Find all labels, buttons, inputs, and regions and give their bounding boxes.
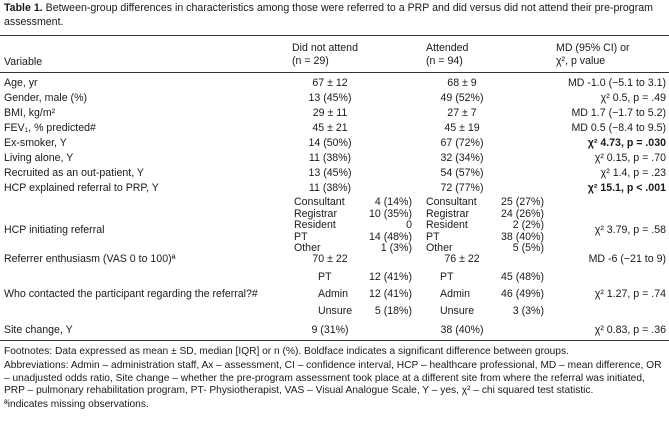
footnote-missing: ªindicates missing observations. bbox=[4, 399, 149, 410]
referrer-attended: 76 ± 22 bbox=[444, 253, 480, 265]
who-label: Unsure bbox=[318, 305, 353, 317]
hcp-did-not-attend: 14 (48%) bbox=[369, 230, 412, 243]
row-attended: 54 (57%) bbox=[440, 167, 484, 179]
row-variable: Living alone, Y bbox=[4, 152, 74, 164]
who-label-attended: Admin bbox=[440, 288, 471, 300]
row-md: χ² 4.73, p = .030 bbox=[587, 137, 666, 149]
row-md: χ² 0.5, p = .49 bbox=[600, 92, 666, 104]
row-did-not-attend: 14 (50%) bbox=[308, 137, 352, 149]
who-did-not-attend: 12 (41%) bbox=[369, 271, 412, 283]
hcp-role-label-attended: PT bbox=[426, 230, 440, 243]
row-md: χ² 15.1, p < .001 bbox=[587, 182, 666, 194]
hcp-attended: 38 (40%) bbox=[501, 230, 544, 243]
hcp-variable: HCP initiating referral bbox=[4, 224, 105, 236]
site-change-did-not: 9 (31%) bbox=[311, 324, 349, 336]
row-md: MD 0.5 (−8.4 to 9.5) bbox=[571, 122, 666, 134]
header-chi-p: χ², p value bbox=[556, 55, 606, 67]
referrer-did-not: 70 ± 22 bbox=[312, 253, 348, 265]
header-attended: Attended bbox=[426, 42, 469, 54]
row-did-not-attend: 11 (38%) bbox=[308, 182, 352, 194]
referrer-md: MD -6 (−21 to 9) bbox=[588, 253, 666, 265]
who-label-attended: PT bbox=[440, 271, 454, 283]
header-md: MD (95% CI) or bbox=[556, 42, 630, 54]
hcp-did-not-attend: 1 (3%) bbox=[380, 242, 412, 255]
who-label: Admin bbox=[318, 288, 349, 300]
row-did-not-attend: 29 ± 11 bbox=[312, 107, 348, 119]
who-attended: 46 (49%) bbox=[501, 288, 544, 300]
table-title: Between-group differences in characteristics among those were referred to a PRP and did versus did not attend their pre-program assessment. bbox=[4, 2, 653, 28]
row-did-not-attend: 13 (45%) bbox=[308, 167, 352, 179]
who-attended: 3 (3%) bbox=[512, 305, 544, 317]
hcp-role-label: Other bbox=[294, 242, 321, 255]
who-label: PT bbox=[318, 271, 332, 283]
hcp-role-label: Registrar bbox=[294, 207, 337, 220]
hcp-attended: 5 (5%) bbox=[512, 242, 544, 255]
hcp-attended: 24 (26%) bbox=[501, 207, 544, 220]
row-attended: 49 (52%) bbox=[440, 92, 484, 104]
hcp-did-not-attend: 4 (14%) bbox=[374, 196, 412, 208]
footnote-abbreviations: Abbreviations: Admin – administration staff, Ax – assessment, CI – confidence interval, HCP – healthcare professional, MD – mean difference, OR – unadjusted odds ratio, Site change – whether the pre-program assessment took place at a different site from where the referral was initiated, PRP – pulmonary rehabilitation program, PT- Physiotherapist, VAS – Visual Analogue Scale, Y – yes, χ² – chi squared test statistic. bbox=[4, 360, 662, 397]
row-attended: 67 (72%) bbox=[440, 137, 484, 149]
who-did-not-attend: 12 (41%) bbox=[369, 288, 412, 300]
row-md: χ² 0.15, p = .70 bbox=[594, 152, 666, 164]
who-attended: 45 (48%) bbox=[501, 271, 544, 283]
row-variable: HCP explained referral to PRP, Y bbox=[4, 182, 159, 194]
hcp-did-not-attend: 10 (35%) bbox=[369, 207, 412, 220]
footnote-data: Footnotes: Data expressed as mean ± SD, median [IQR] or n (%). Boldface indicates a significant difference between groups. bbox=[4, 346, 569, 357]
who-md: χ² 1.27, p = .74 bbox=[594, 288, 666, 300]
row-attended: 45 ± 19 bbox=[444, 122, 480, 134]
site-change-md: χ² 0.83, p = .36 bbox=[594, 324, 666, 336]
row-attended: 68 ± 9 bbox=[447, 77, 477, 89]
table-label: Table 1. bbox=[4, 2, 43, 14]
row-variable: BMI, kg/m² bbox=[4, 107, 56, 119]
hcp-role-label: Consultant bbox=[294, 196, 345, 208]
row-attended: 27 ± 7 bbox=[447, 107, 477, 119]
header-did-not-attend-n: (n = 29) bbox=[292, 55, 329, 67]
row-variable: Ex-smoker, Y bbox=[4, 137, 67, 149]
row-md: MD 1.7 (−1.7 to 5.2) bbox=[571, 107, 666, 119]
hcp-attended: 2 (2%) bbox=[512, 219, 544, 232]
header-did-not-attend: Did not attend bbox=[292, 42, 358, 54]
hcp-role-label-attended: Consultant bbox=[426, 196, 477, 208]
row-did-not-attend: 11 (38%) bbox=[308, 152, 352, 164]
site-change-variable: Site change, Y bbox=[4, 324, 73, 336]
row-md: MD -1.0 (−5.1 to 3.1) bbox=[567, 77, 666, 89]
hcp-role-label: PT bbox=[294, 230, 308, 243]
hcp-role-label-attended: Resident bbox=[426, 219, 468, 232]
table-caption bbox=[4, 2, 664, 29]
top-rule bbox=[0, 35, 669, 36]
who-variable: Who contacted the participant regarding the referral?# bbox=[4, 288, 258, 300]
row-md: χ² 1.4, p = .23 bbox=[600, 167, 666, 179]
header-variable: Variable bbox=[4, 56, 43, 68]
who-label-attended: Unsure bbox=[440, 305, 475, 317]
row-did-not-attend: 13 (45%) bbox=[308, 92, 352, 104]
row-attended: 72 (77%) bbox=[440, 182, 484, 194]
bottom-rule bbox=[0, 340, 669, 341]
who-did-not-attend: 5 (18%) bbox=[374, 305, 412, 317]
row-did-not-attend: 67 ± 12 bbox=[312, 77, 348, 89]
hcp-role-label-attended: Registrar bbox=[426, 207, 469, 220]
hcp-did-not-attend: 0 bbox=[406, 219, 412, 232]
row-variable: Gender, male (%) bbox=[4, 92, 88, 104]
site-change-attended: 38 (40%) bbox=[440, 324, 484, 336]
row-attended: 32 (34%) bbox=[440, 152, 484, 164]
header-attended-n: (n = 94) bbox=[426, 55, 463, 67]
row-variable: Recruited as an out-patient, Y bbox=[4, 167, 144, 179]
row-variable: FEV₁, % predicted# bbox=[4, 122, 96, 134]
hcp-role-label: Resident bbox=[294, 219, 336, 232]
referrer-variable: Referrer enthusiasm (VAS 0 to 100)ª bbox=[4, 253, 176, 265]
hcp-md: χ² 3.79, p = .58 bbox=[594, 224, 666, 236]
hcp-attended: 25 (27%) bbox=[501, 196, 544, 208]
row-did-not-attend: 45 ± 21 bbox=[312, 122, 348, 134]
row-variable: Age, yr bbox=[4, 77, 38, 89]
header-rule bbox=[0, 72, 669, 73]
hcp-role-label-attended: Other bbox=[426, 242, 453, 255]
